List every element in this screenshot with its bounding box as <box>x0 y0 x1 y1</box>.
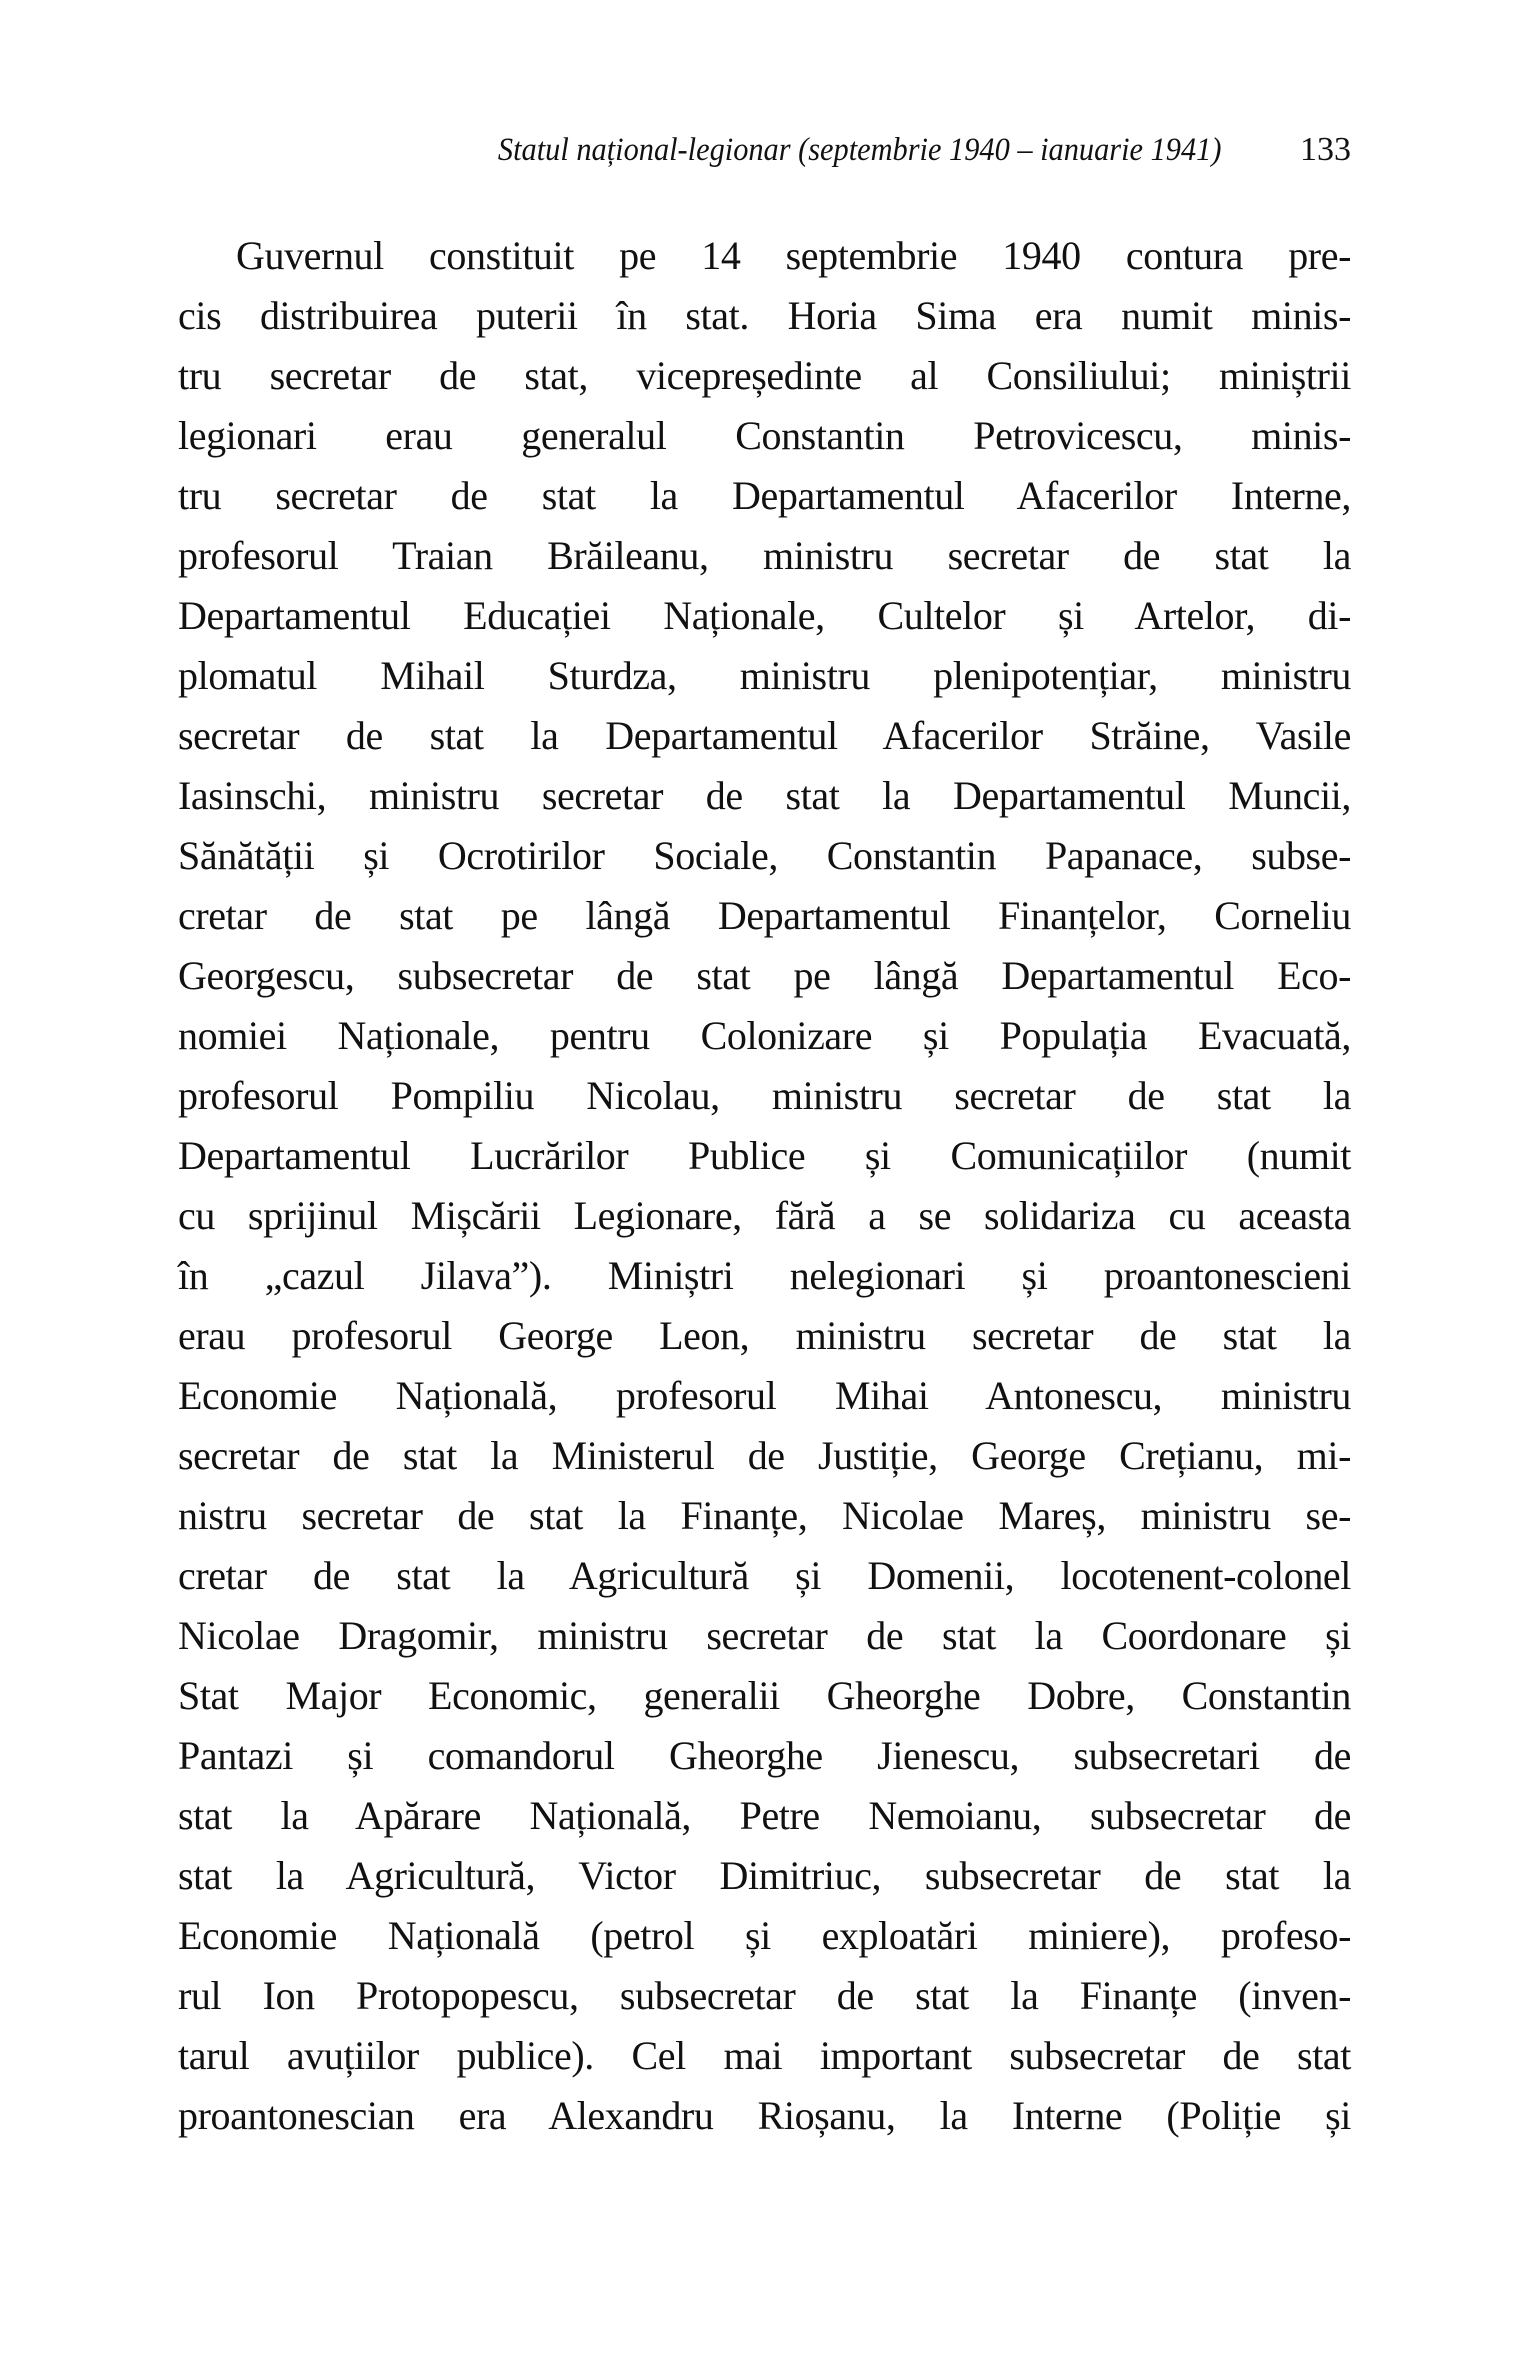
running-header <box>178 128 1351 172</box>
text-line: cretar de stat pe lângă Departamentul Finanțelor, Corneliu <box>178 893 1351 938</box>
text-line: stat la Apărare Națională, Petre Nemoianu, subsecretar de <box>178 1793 1351 1838</box>
text-line: Economie Națională (petrol și exploatări miniere), profeso- <box>178 1913 1351 1958</box>
text-line: nomiei Naționale, pentru Colonizare și Populația Evacuată, <box>178 1013 1351 1058</box>
text-line: Pantazi și comandorul Gheorghe Jienescu, subsecretari de <box>178 1733 1351 1778</box>
text-line: Departamentul Educației Naționale, Cultelor și Artelor, di- <box>178 593 1351 638</box>
text-line: Departamentul Lucrărilor Publice și Comunicațiilor (numit <box>178 1133 1351 1178</box>
text-line: tru secretar de stat la Departamentul Afacerilor Interne, <box>178 473 1351 518</box>
text-line: proantonescian era Alexandru Rioșanu, la Interne (Poliție și <box>178 2093 1351 2138</box>
text-line: Stat Major Economic, generalii Gheorghe Dobre, Constantin <box>178 1673 1351 1718</box>
text-line: Iasinschi, ministru secretar de stat la Departamentul Muncii, <box>178 773 1351 818</box>
text-line: cretar de stat la Agricultură și Domenii, locotenent-colonel <box>178 1553 1351 1598</box>
text-line: Georgescu, subsecretar de stat pe lângă Departamentul Eco- <box>178 953 1351 998</box>
text-line: rul Ion Protopopescu, subsecretar de stat la Finanțe (inven- <box>178 1973 1351 2018</box>
text-line: profesorul Pompiliu Nicolau, ministru secretar de stat la <box>178 1073 1351 1118</box>
running-header-title: Statul național-legionar (septembrie 1940 – ianuarie 1941) <box>497 132 1221 168</box>
text-line: secretar de stat la Departamentul Afacerilor Străine, Vasile <box>178 713 1351 758</box>
text-line: plomatul Mihail Sturdza, ministru plenipotențiar, ministru <box>178 653 1351 698</box>
text-line: cu sprijinul Mișcării Legionare, fără a se solidariza cu aceasta <box>178 1193 1351 1238</box>
text-line: secretar de stat la Ministerul de Justiție, George Crețianu, mi- <box>178 1433 1351 1478</box>
text-line: nistru secretar de stat la Finanțe, Nicolae Mareș, ministru se- <box>178 1493 1351 1538</box>
text-line: Nicolae Dragomir, ministru secretar de stat la Coordonare și <box>178 1613 1351 1658</box>
text-line: în „cazul Jilava”). Miniștri nelegionari și proantonescieni <box>178 1253 1351 1298</box>
text-line: profesorul Traian Brăileanu, ministru secretar de stat la <box>178 533 1351 578</box>
text-line: legionari erau generalul Constantin Petrovicescu, minis- <box>178 413 1351 458</box>
text-line: erau profesorul George Leon, ministru secretar de stat la <box>178 1313 1351 1358</box>
text-line: tru secretar de stat, vicepreședinte al Consiliului; miniștrii <box>178 353 1351 398</box>
text-line: Economie Națională, profesorul Mihai Antonescu, ministru <box>178 1373 1351 1418</box>
body-paragraph <box>178 226 1351 2146</box>
text-line: Sănătății și Ocrotirilor Sociale, Constantin Papanace, subse- <box>178 833 1351 878</box>
text-line: tarul avuțiilor publice). Cel mai important subsecretar de stat <box>178 2033 1351 2078</box>
text-line: stat la Agricultură, Victor Dimitriuc, subsecretar de stat la <box>178 1853 1351 1898</box>
page-number: 133 <box>1300 131 1351 168</box>
text-line: Guvernul constituit pe 14 septembrie 1940 contura pre- <box>236 233 1351 278</box>
text-line: cis distribuirea puterii în stat. Horia Sima era numit minis- <box>178 293 1351 338</box>
